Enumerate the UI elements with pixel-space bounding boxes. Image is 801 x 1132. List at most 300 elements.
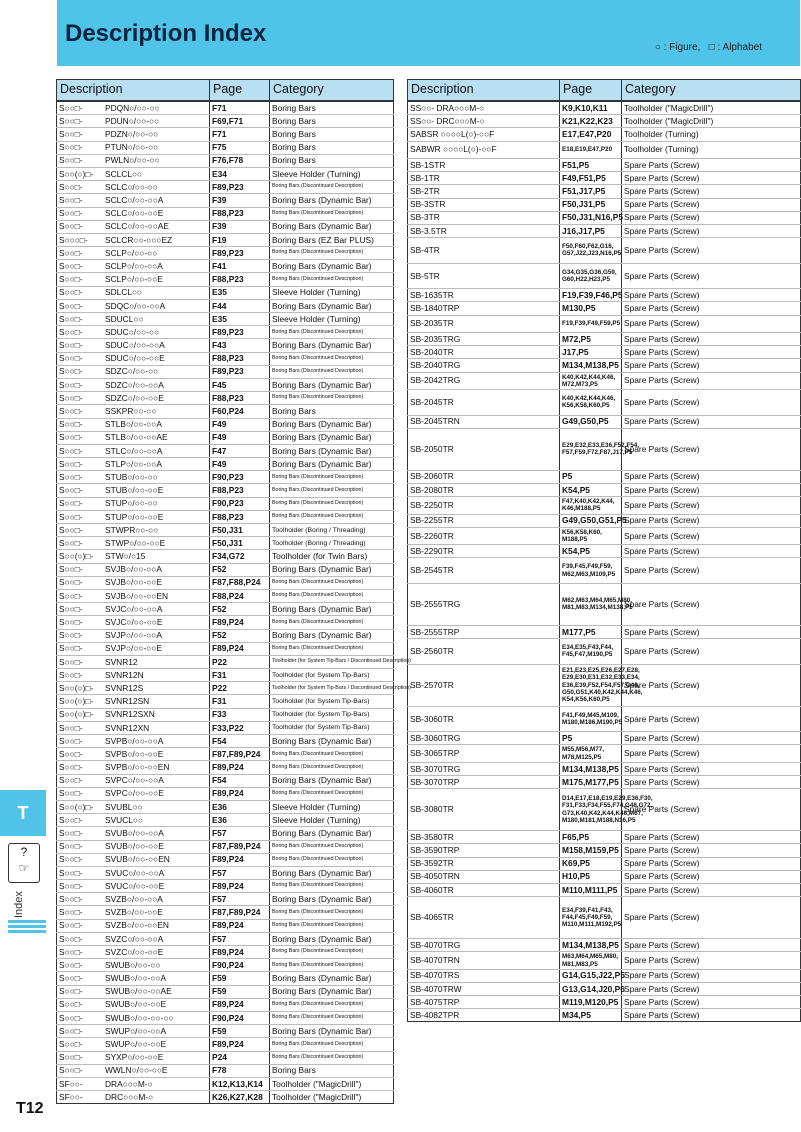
table-row xyxy=(57,260,394,273)
category-cell: Spare Parts (Screw) xyxy=(622,483,801,496)
page-cell: F51,J17,P5 xyxy=(560,185,622,198)
table-row xyxy=(408,745,801,762)
page-cell: F31 xyxy=(210,695,270,708)
header-page: Page xyxy=(210,80,270,102)
category-cell: Toolholder (Turning) xyxy=(622,141,801,158)
description-cell xyxy=(57,695,210,708)
table-row xyxy=(57,392,394,405)
description-cell: SB-2040TRG xyxy=(408,359,560,372)
description-code: PWLN○/○○-○○ xyxy=(105,155,160,166)
table-row xyxy=(57,194,394,207)
table-row xyxy=(408,857,801,870)
table-row xyxy=(408,952,801,969)
description-cell: SB-4065TR xyxy=(408,897,560,939)
description-prefix: S○○□- xyxy=(59,195,83,205)
description-cell xyxy=(57,669,210,682)
header-category: Category xyxy=(622,80,801,102)
page-cell: F57 xyxy=(210,827,270,840)
description-prefix: S○○□- xyxy=(59,208,83,219)
description-cell: SB-2555TRP xyxy=(408,625,560,638)
description-cell: SABSR ○○○○L(○)-○○F xyxy=(408,128,560,141)
category-cell: Boring Bars xyxy=(270,115,394,128)
page-cell: F87,F88,P24 xyxy=(210,576,270,589)
page-cell: E35 xyxy=(210,286,270,299)
category-cell: Boring Bars (Discontinued Description) xyxy=(270,959,394,972)
description-prefix: S○○□- xyxy=(59,537,83,548)
table-row xyxy=(57,352,394,365)
page-cell: K54,P5 xyxy=(560,483,622,496)
category-cell: Spare Parts (Screw) xyxy=(622,583,801,625)
category-cell: Boring Bars (Discontinued Description) xyxy=(270,1051,394,1064)
table-row xyxy=(57,141,394,154)
description-cell xyxy=(57,458,210,471)
description-prefix: S○○(○)□- xyxy=(59,682,94,693)
table-row xyxy=(57,1038,394,1051)
description-prefix: S○○□- xyxy=(59,287,83,298)
table-row xyxy=(408,238,801,264)
section-tab[interactable]: T xyxy=(0,790,46,836)
page-cell: F71 xyxy=(210,101,270,115)
table-row xyxy=(408,315,801,332)
description-prefix: S○○(○)□- xyxy=(59,801,94,812)
category-cell: Toolholder (for System Tip-Bars / Discontinued Description) xyxy=(270,682,394,695)
table-row xyxy=(408,289,801,302)
description-prefix: S○○□- xyxy=(59,999,83,1010)
description-code: SCLC○/○○-○○E xyxy=(105,208,164,219)
category-cell: Boring Bars (Dynamic Bar) xyxy=(270,444,394,457)
table-row xyxy=(408,982,801,995)
category-cell: Boring Bars (Dynamic Bar) xyxy=(270,735,394,748)
category-cell: Boring Bars (Discontinued Description) xyxy=(270,748,394,761)
description-cell: SS○○- DRA○○○M-○ xyxy=(408,101,560,115)
description-cell xyxy=(57,866,210,879)
description-prefix: S○○□- xyxy=(59,260,83,271)
category-cell: Spare Parts (Screw) xyxy=(622,470,801,483)
description-prefix: S○○□- xyxy=(59,603,83,614)
description-code: SVJB○/○○-○○EN xyxy=(105,590,168,601)
description-code: WWLN○/○○-○○E xyxy=(105,1065,168,1076)
page-cell: F41,F49,M45,M109, M180,M186,M190,P5 xyxy=(560,706,622,732)
category-cell: Boring Bars (Dynamic Bar) xyxy=(270,774,394,787)
page-cell: F19 xyxy=(210,233,270,246)
page-cell: K26,K27,K28 xyxy=(210,1091,270,1104)
help-icon: ? xyxy=(20,845,28,859)
description-prefix: S○○□- xyxy=(59,102,83,113)
description-cell: SB-2042TRG xyxy=(408,372,560,389)
table-row xyxy=(408,831,801,844)
category-cell: Spare Parts (Screw) xyxy=(622,238,801,264)
page-cell: F54 xyxy=(210,774,270,787)
description-cell xyxy=(57,101,210,115)
description-cell xyxy=(57,840,210,853)
table-row xyxy=(57,787,394,800)
page-cell: F57 xyxy=(210,866,270,879)
description-code: STWPR○○-○○ xyxy=(105,524,159,535)
page-cell: E34,F39,F41,F43, F44,F45,F49,F59, M110,M111,M192,P5 xyxy=(560,897,622,939)
category-cell: Sleeve Holder (Turning) xyxy=(270,286,394,299)
description-code: SVJC○/○○-○○A xyxy=(105,603,163,614)
description-code: SVUC○/○○-○○A xyxy=(105,867,165,878)
description-prefix: S○○□- xyxy=(59,986,83,997)
page-cell: M134,M138,P5 xyxy=(560,359,622,372)
description-prefix: S○○(○)□- xyxy=(59,551,94,562)
category-cell: Boring Bars (Discontinued Description) xyxy=(270,576,394,589)
description-prefix: S○○□- xyxy=(59,748,83,759)
category-cell: Spare Parts (Screw) xyxy=(622,289,801,302)
description-code: SVUB○/○○-○○EN xyxy=(105,854,170,865)
page-cell: E29,E32,E33,E36,F52,F54, F57,F59,F72,F87,J17,P5 xyxy=(560,428,622,470)
category-cell: Spare Parts (Screw) xyxy=(622,939,801,952)
table-row xyxy=(57,682,394,695)
category-cell: Spare Parts (Screw) xyxy=(622,224,801,237)
description-cell xyxy=(57,972,210,985)
category-cell: Boring Bars (Discontinued Description) xyxy=(270,392,394,405)
description-prefix: S○○□- xyxy=(59,841,83,852)
category-cell: Boring Bars (Discontinued Description) xyxy=(270,919,394,932)
page-cell: M110,M111,P5 xyxy=(560,883,622,896)
table-row xyxy=(408,497,801,514)
description-prefix: S○○□- xyxy=(59,445,83,456)
page-cell: M119,M120,P5 xyxy=(560,996,622,1009)
description-cell: SB-4075TRP xyxy=(408,996,560,1009)
description-cell: SB-4TR xyxy=(408,238,560,264)
category-cell: Boring Bars (Discontinued Description) xyxy=(270,1011,394,1024)
description-cell xyxy=(57,642,210,655)
index-side-label: Index xyxy=(13,891,25,918)
description-prefix: S○○□- xyxy=(59,656,83,667)
description-prefix: S○○□- xyxy=(59,959,83,970)
description-cell xyxy=(57,616,210,629)
description-code: SCLCL○○ xyxy=(105,168,143,179)
category-cell: Boring Bars (Discontinued Description) xyxy=(270,273,394,286)
left-index-table xyxy=(56,79,411,1104)
category-cell: Spare Parts (Screw) xyxy=(622,172,801,185)
header-description: Description xyxy=(408,80,560,102)
table-row xyxy=(57,154,394,167)
table-row xyxy=(57,378,394,391)
table-row xyxy=(408,346,801,359)
description-prefix: S○○□- xyxy=(59,1039,83,1049)
page-cell: F75 xyxy=(210,141,270,154)
description-cell xyxy=(57,365,210,378)
description-prefix: SF○○- xyxy=(59,1091,83,1102)
page-cell: F65,P5 xyxy=(560,831,622,844)
description-code: SVUBL○○ xyxy=(105,801,143,812)
description-cell: SB-3590TRP xyxy=(408,844,560,857)
table-row xyxy=(57,405,394,418)
table-row xyxy=(57,761,394,774)
description-cell: SB-4070TRG xyxy=(408,939,560,952)
description-cell: SB-3580TR xyxy=(408,831,560,844)
page-cell: G14,G15,J22,P5 xyxy=(560,969,622,982)
table-row xyxy=(57,576,394,589)
page-cell: F34,G72 xyxy=(210,550,270,563)
page-cell: J16,J17,P5 xyxy=(560,224,622,237)
description-code: SVJB○/○○-○○A xyxy=(105,564,162,575)
category-cell: Boring Bars (Discontinued Description) xyxy=(270,352,394,365)
description-code: SDZC○/○○-○○A xyxy=(105,379,164,390)
table-row xyxy=(57,946,394,959)
description-cell xyxy=(57,497,210,510)
description-cell: SB-4070TRW xyxy=(408,982,560,995)
table-row xyxy=(408,939,801,952)
description-prefix: S○○□- xyxy=(59,1012,83,1023)
description-cell: SB-2255TR xyxy=(408,514,560,527)
description-cell: SB-2040TR xyxy=(408,346,560,359)
description-code: STUP○/○○-○○E xyxy=(105,511,164,522)
page-cell: F57 xyxy=(210,932,270,945)
page-cell: F87,F89,P24 xyxy=(210,906,270,919)
description-prefix: S○○□- xyxy=(59,432,83,443)
category-cell: Spare Parts (Screw) xyxy=(622,158,801,171)
description-prefix: S○○□- xyxy=(59,669,83,680)
description-cell xyxy=(57,392,210,405)
description-code: SVPC○/○○-○○E xyxy=(105,788,164,799)
category-cell: Boring Bars (Dynamic Bar) xyxy=(270,932,394,945)
category-cell: Spare Parts (Screw) xyxy=(622,415,801,428)
page-cell: M177,P5 xyxy=(560,625,622,638)
category-cell: Boring Bars xyxy=(270,154,394,167)
description-code: SWUB○/○○-○○A xyxy=(105,973,167,984)
description-code: STWP○/○○-○○E xyxy=(105,537,166,548)
description-code: SVZB○/○○-○○A xyxy=(105,893,163,904)
page-cell: E18,E19,E47,P20 xyxy=(560,141,622,158)
page-cell: G49,G50,P5 xyxy=(560,415,622,428)
category-cell: Spare Parts (Screw) xyxy=(622,198,801,211)
page-cell: F50,J31 xyxy=(210,524,270,537)
table-row xyxy=(57,972,394,985)
page-cell: K40,K42,K44,K46, M72,M73,P5 xyxy=(560,372,622,389)
description-code: SVNR12SXN xyxy=(105,709,155,720)
category-cell: Spare Parts (Screw) xyxy=(622,302,801,315)
page-cell: F47 xyxy=(210,444,270,457)
description-prefix: S○○□- xyxy=(59,973,83,984)
table-row xyxy=(408,185,801,198)
category-cell: Spare Parts (Screw) xyxy=(622,372,801,389)
description-code: SVNR12N xyxy=(105,669,144,680)
page-cell: F50,J31,N16,P5 xyxy=(560,211,622,224)
table-row xyxy=(57,655,394,668)
figure-symbol: ○ xyxy=(654,42,661,53)
table-row xyxy=(57,444,394,457)
description-cell: SB-4060TR xyxy=(408,883,560,896)
page-cell: F87,F89,P24 xyxy=(210,840,270,853)
description-prefix: S○○□- xyxy=(59,511,83,522)
page-cell: J17,P5 xyxy=(560,346,622,359)
description-prefix: S○○□- xyxy=(59,590,83,601)
description-prefix: S○○□- xyxy=(59,313,83,324)
table-row xyxy=(57,115,394,128)
page-cell: F89,P24 xyxy=(210,919,270,932)
description-code: DRC○○○M-○ xyxy=(105,1091,154,1102)
page-cell: F89,P23 xyxy=(210,365,270,378)
description-code: SVNR12S xyxy=(105,682,144,693)
description-code: STUP○/○○-○○ xyxy=(105,498,158,509)
table-row xyxy=(57,774,394,787)
category-cell: Boring Bars (Dynamic Bar) xyxy=(270,603,394,616)
table-row xyxy=(408,141,801,158)
page-cell: F50,J31,P5 xyxy=(560,198,622,211)
alphabet-legend-text: : Alphabet xyxy=(717,42,762,53)
page-cell: F90,P23 xyxy=(210,497,270,510)
description-code: SVJB○/○○-○○E xyxy=(105,577,162,588)
description-cell xyxy=(57,444,210,457)
category-cell: Toolholder (for Twin Bars) xyxy=(270,550,394,563)
category-cell: Spare Parts (Screw) xyxy=(622,745,801,762)
description-cell xyxy=(57,378,210,391)
category-cell: Spare Parts (Screw) xyxy=(622,776,801,789)
category-cell: Spare Parts (Screw) xyxy=(622,558,801,584)
page-cell: F88,P23 xyxy=(210,273,270,286)
category-cell: Boring Bars (EZ Bar PLUS) xyxy=(270,233,394,246)
category-cell: Boring Bars (Dynamic Bar) xyxy=(270,985,394,998)
description-prefix: S○○□- xyxy=(59,933,83,944)
category-cell: Spare Parts (Screw) xyxy=(622,664,801,706)
header-page: Page xyxy=(560,80,622,102)
description-cell: SB-4082TPR xyxy=(408,1009,560,1022)
description-cell xyxy=(57,1011,210,1024)
page-cell: F44 xyxy=(210,299,270,312)
table-row xyxy=(57,167,394,180)
description-cell xyxy=(57,906,210,919)
description-code: SCLP○/○○-○○A xyxy=(105,260,163,271)
description-cell xyxy=(57,827,210,840)
description-code: SCLC○/○○-○○A xyxy=(105,195,164,205)
page-cell: F69,F71 xyxy=(210,115,270,128)
table-row xyxy=(408,428,801,470)
description-cell: SB-2035TRG xyxy=(408,333,560,346)
page-cell: E34,E35,F43,F44, F45,F47,M190,P5 xyxy=(560,639,622,665)
table-row xyxy=(57,814,394,827)
table-row xyxy=(57,497,394,510)
page-title: Description Index xyxy=(65,20,267,47)
category-cell: Boring Bars (Discontinued Description) xyxy=(270,946,394,959)
description-cell xyxy=(57,260,210,273)
description-cell xyxy=(57,181,210,194)
page-cell: F88,P24 xyxy=(210,589,270,602)
description-prefix: S○○□- xyxy=(59,907,83,918)
page-cell: G49,G50,G51,P5 xyxy=(560,514,622,527)
table-row xyxy=(408,870,801,883)
category-cell: Boring Bars xyxy=(270,405,394,418)
description-cell xyxy=(57,946,210,959)
page-cell: F60,P24 xyxy=(210,405,270,418)
description-prefix: S○○□- xyxy=(59,577,83,588)
description-cell xyxy=(57,313,210,326)
description-code: STLB○/○○-○○AE xyxy=(105,432,168,443)
category-cell: Sleeve Holder (Turning) xyxy=(270,167,394,180)
description-cell xyxy=(57,774,210,787)
table-row xyxy=(408,389,801,415)
page-cell: F43 xyxy=(210,339,270,352)
category-cell: Spare Parts (Screw) xyxy=(622,346,801,359)
description-prefix: S○○□- xyxy=(59,498,83,509)
page-cell: F33,P22 xyxy=(210,721,270,734)
description-cell xyxy=(57,1077,210,1090)
description-code: SDZC○/○○-○○E xyxy=(105,392,164,403)
table-row xyxy=(408,732,801,745)
page-cell: F88,P23 xyxy=(210,484,270,497)
table-row xyxy=(57,418,394,431)
category-cell: Boring Bars (Discontinued Description) xyxy=(270,365,394,378)
description-cell xyxy=(57,141,210,154)
page-cell: F57 xyxy=(210,893,270,906)
category-cell: Spare Parts (Screw) xyxy=(622,762,801,775)
description-cell xyxy=(57,985,210,998)
description-code: STLP○/○○-○○A xyxy=(105,458,162,469)
table-row xyxy=(57,589,394,602)
category-cell: Spare Parts (Screw) xyxy=(622,883,801,896)
description-code: PTUN○/○○-○○ xyxy=(105,142,159,153)
table-row xyxy=(57,313,394,326)
category-cell: Boring Bars (Discontinued Description) xyxy=(270,787,394,800)
description-prefix: S○○□- xyxy=(59,366,83,377)
description-code: SDQC○/○○-○○A xyxy=(105,300,166,311)
page-cell: F45 xyxy=(210,378,270,391)
description-cell xyxy=(57,524,210,537)
help-hand-icon xyxy=(8,843,40,883)
description-cell: SB-2045TRN xyxy=(408,415,560,428)
description-prefix: S○○□- xyxy=(59,630,83,641)
category-cell: Boring Bars (Discontinued Description) xyxy=(270,484,394,497)
page-cell: F47,K40,K42,K44, K46,M188,P5 xyxy=(560,497,622,514)
description-prefix: S○○□- xyxy=(59,458,83,469)
category-cell: Boring Bars (Discontinued Description) xyxy=(270,840,394,853)
table-row xyxy=(57,1051,394,1064)
category-cell: Spare Parts (Screw) xyxy=(622,639,801,665)
description-code: SWUB○/○○-○○-○○ xyxy=(105,1012,174,1023)
table-row xyxy=(57,866,394,879)
table-row xyxy=(408,1009,801,1022)
category-cell: Spare Parts (Screw) xyxy=(622,706,801,732)
page-cell: F59 xyxy=(210,1025,270,1038)
description-cell xyxy=(57,589,210,602)
page-cell: F52 xyxy=(210,629,270,642)
description-code: SDUC○/○○-○○A xyxy=(105,340,165,351)
description-cell xyxy=(57,682,210,695)
page-cell: F88,P23 xyxy=(210,352,270,365)
description-prefix: S○○□- xyxy=(59,1065,83,1076)
description-cell: SB-3.5TR xyxy=(408,224,560,237)
description-prefix: S○○□- xyxy=(59,854,83,865)
description-cell xyxy=(57,286,210,299)
category-cell: Boring Bars (Dynamic Bar) xyxy=(270,220,394,233)
page-cell: F87,F89,P24 xyxy=(210,748,270,761)
category-cell: Boring Bars (Discontinued Description) xyxy=(270,880,394,893)
description-prefix: S○○□- xyxy=(59,643,83,654)
page-cell: F71 xyxy=(210,128,270,141)
table-row xyxy=(57,273,394,286)
table-row xyxy=(57,299,394,312)
description-code: STLC○/○○-○○A xyxy=(105,445,163,456)
category-cell: Spare Parts (Screw) xyxy=(622,952,801,969)
description-cell xyxy=(57,1051,210,1064)
page-cell: F39,F45,F49,F59, M62,M63,M109,P5 xyxy=(560,558,622,584)
description-cell: SB-3STR xyxy=(408,198,560,211)
page-cell: M34,P5 xyxy=(560,1009,622,1022)
description-cell xyxy=(57,418,210,431)
description-cell: SB-2050TR xyxy=(408,428,560,470)
table-row xyxy=(57,840,394,853)
description-prefix: S○○□- xyxy=(59,880,83,891)
description-code: SDZC○/○○-○○ xyxy=(105,366,159,377)
table-row xyxy=(408,897,801,939)
description-cell: SB-3070TRG xyxy=(408,762,560,775)
table-row xyxy=(408,527,801,544)
description-code: SVNR12SN xyxy=(105,696,150,707)
description-cell: SB-2560TR xyxy=(408,639,560,665)
description-cell xyxy=(57,339,210,352)
